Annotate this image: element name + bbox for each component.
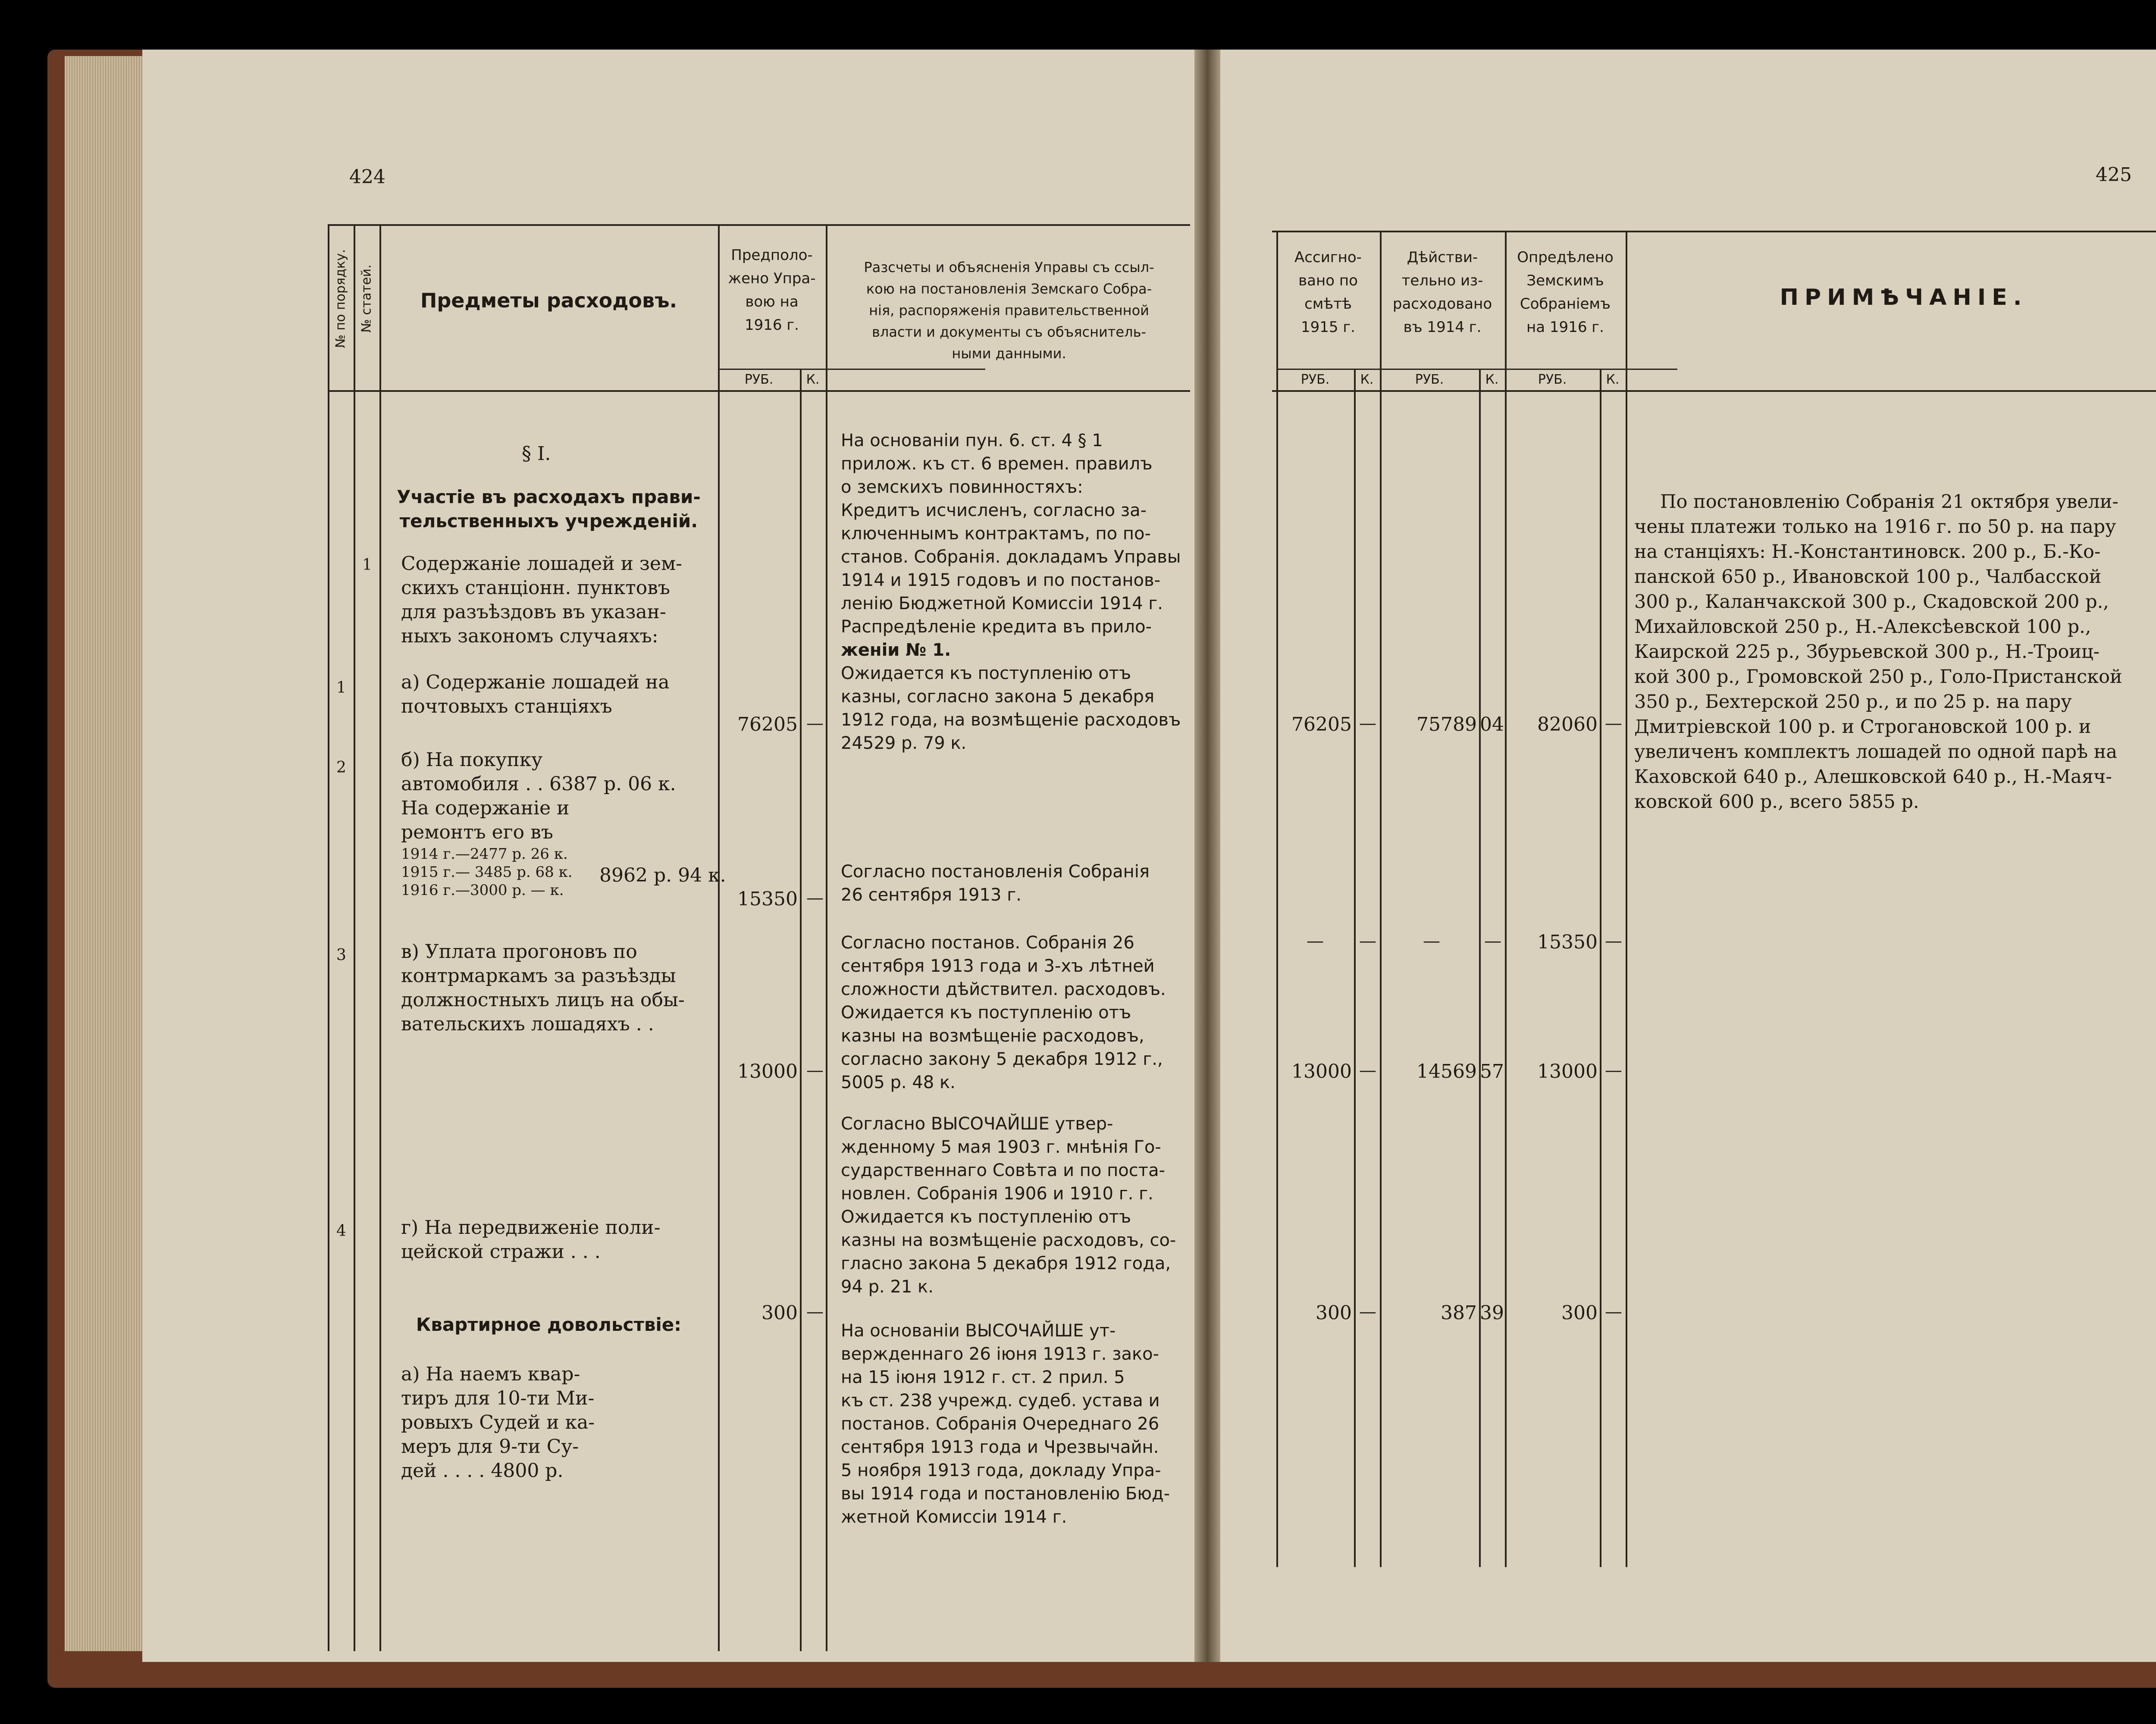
actual-kop-r1: 04 bbox=[1480, 713, 1504, 735]
kop-dash: — bbox=[1605, 713, 1622, 733]
article-number: 1 bbox=[362, 556, 372, 574]
row4-label: г) На передвиженіе поли- цейской стражи . . . bbox=[401, 1217, 661, 1263]
col-line bbox=[1354, 369, 1356, 1567]
assigned-r4: 300 bbox=[1316, 1302, 1352, 1324]
row2-breakdown: 1914 г.—2477 р. 26 к. 1915 г.— 3485 р. 68 к. 1916 г.—3000 р. — к. bbox=[401, 845, 573, 899]
row3-number: 3 bbox=[336, 946, 346, 964]
kop-dash: — bbox=[806, 888, 824, 908]
unit-kop: К. bbox=[1485, 372, 1499, 387]
explanation-1: На основаніи пун. 6. ст. 4 § 1 прилож. къ ст. 6 времен. правилъ о земскихъ повинностяхъ: Кредитъ исчисленъ, согласно за- ключеннымъ контрактамъ, по по- станов. Собранія. докладамъ Управы 1914 и 1915 годовъ и по постанов- ленію Бюджетной Комиссіи 1914 г. Распредѣленіе кредита въ прило- женіи № 1. Ожидается къ поступленію отъ казны, согласно закона 5 декабря 1912 года, на возмѣщеніе расходовъ 24529 р. 79 к. bbox=[841, 431, 1181, 753]
determined-r4: 300 bbox=[1561, 1302, 1598, 1324]
determined-r1: 82060 bbox=[1537, 713, 1598, 735]
actual-kop-r4: 39 bbox=[1480, 1302, 1504, 1324]
col-line bbox=[1276, 231, 1278, 1567]
proposed-r2: 15350 bbox=[737, 888, 798, 910]
header-bottom-rule bbox=[1272, 390, 2156, 392]
section-title: Участіе въ расходахъ прави- тельственныхъ учрежденій. bbox=[397, 486, 701, 532]
row2-total: 8962 р. 94 к. bbox=[599, 864, 726, 886]
header-order-number: № по порядку. bbox=[333, 249, 348, 348]
kop-dash: — bbox=[806, 713, 824, 733]
header-bottom-rule bbox=[328, 390, 1190, 392]
actual-r2-dash: — bbox=[1423, 931, 1440, 951]
unit-rub: РУБ. bbox=[1300, 372, 1330, 387]
kop-dash: — bbox=[1359, 713, 1376, 733]
header-items: Предметы расходовъ. bbox=[420, 289, 677, 312]
kop-dash: — bbox=[1484, 931, 1501, 951]
kop-dash: — bbox=[1605, 1061, 1622, 1080]
col-line bbox=[826, 224, 827, 1651]
actual-r3: 14569 bbox=[1416, 1061, 1477, 1083]
table-top-rule bbox=[1272, 231, 2156, 232]
unit-rub: РУБ. bbox=[744, 372, 774, 387]
kop-dash: — bbox=[1605, 931, 1622, 951]
note-text: По постановленію Собранія 21 октября увели- чены платежи только на 1916 г. по 50 р. на пару на станціяхъ: Н.-Константиновск. 200 р., Б.-Ко- панской 650 р., Ивановской 100 р., Чалбасской 300 р., Каланчакской 300 р., Скадовской 200 р., Михайловской 250 р., Н.-Алексѣевской 100 р., Каирской 225 р., Збурьевской 300 р., Н.-Троиц- кой 300 р., Громовской 250 р., Голо-Пристанской 350 р., Бехтерской 250 р., и по 25 р. на пару Дмитріевской 100 р. и Строгановской 100 р. и увеличенъ комплектъ лошадей по одной парѣ на Каховской 640 р., Алешковской 640 р., Н.-Маяч- ковской 600 р., всего 5855 р. bbox=[1634, 491, 2122, 813]
assigned-r1: 76205 bbox=[1291, 713, 1352, 735]
header-assigned: Ассигно- вано по смѣтѣ 1915 г. bbox=[1294, 249, 1362, 336]
left-page bbox=[142, 50, 1194, 1662]
col-line bbox=[1505, 231, 1507, 1567]
row2-label: б) На покупку автомобиля . . 6387 р. 06 к. На содержаніе и ремонтъ его въ bbox=[401, 749, 676, 843]
assigned-r3: 13000 bbox=[1291, 1061, 1352, 1083]
kop-dash: — bbox=[806, 1302, 824, 1322]
assigned-r2-dash: — bbox=[1307, 931, 1324, 951]
row2-number: 2 bbox=[336, 759, 346, 776]
section-number: § I. bbox=[522, 443, 551, 465]
item-intro: Содержаніе лошадей и зем- скихъ станціонн. пунктовъ для разъѣздовъ въ указан- ныхъ закономъ случаяхъ: bbox=[401, 553, 683, 647]
row3-label: в) Уплата прогоновъ по контрмаркамъ за разъѣзды должностныхъ лицъ на обы- вательскихъ лошадяхъ . . bbox=[401, 941, 685, 1035]
unit-rule bbox=[718, 369, 985, 370]
actual-r4: 387 bbox=[1441, 1302, 1477, 1324]
page-number-right: 425 bbox=[2096, 164, 2132, 186]
header-actual: Дѣйстви- тельно из- расходовано въ 1914 г. bbox=[1392, 249, 1492, 336]
col-line bbox=[1626, 231, 1627, 1567]
proposed-r3: 13000 bbox=[737, 1061, 798, 1083]
unit-kop: К. bbox=[1360, 372, 1374, 387]
kop-dash: — bbox=[1359, 931, 1376, 951]
unit-kop: К. bbox=[1606, 372, 1620, 387]
col-line bbox=[354, 224, 355, 1651]
row1-label: а) Содержаніе лошадей на почтовыхъ станціяхъ bbox=[401, 671, 670, 717]
row4-number: 4 bbox=[336, 1222, 346, 1240]
book-gutter bbox=[1194, 50, 1220, 1662]
right-page bbox=[1220, 50, 2156, 1662]
unit-rub: РУБ. bbox=[1415, 372, 1444, 387]
quarters-title: Квартирное довольствіе: bbox=[416, 1314, 682, 1335]
proposed-r1: 76205 bbox=[737, 713, 798, 735]
unit-kop: К. bbox=[806, 372, 820, 387]
header-calculations: Разсчеты и объясненія Управы съ ссыл- кою на постановленія Земскаго Собра- нія, распоряженія правительственной власти и документы съ объяснитель- ными данными. bbox=[864, 259, 1154, 362]
explanation-3: Согласно постанов. Собранія 26 сентября 1913 года и 3-хъ лѣтней сложности дѣйствител. расходовъ. Ожидается къ поступленію отъ казны на возмѣщеніе расходовъ, согласно закону 5 декабря 1912 г., 5005 р. 48 к. bbox=[841, 933, 1166, 1092]
kop-dash: — bbox=[1605, 1302, 1622, 1322]
col-line bbox=[800, 369, 802, 1651]
kop-dash: — bbox=[806, 1061, 824, 1080]
unit-rub: РУБ. bbox=[1538, 372, 1567, 387]
actual-r1: 75789 bbox=[1416, 713, 1477, 735]
kop-dash: — bbox=[1359, 1302, 1376, 1322]
header-note: ПРИМѢЧАНІЕ. bbox=[1780, 285, 2028, 310]
kop-dash: — bbox=[1359, 1061, 1376, 1080]
page-number-left: 424 bbox=[349, 166, 385, 188]
determined-r2: 15350 bbox=[1537, 931, 1598, 953]
table-top-rule bbox=[328, 224, 1190, 226]
col-line bbox=[328, 224, 329, 1651]
page-edges-left bbox=[65, 56, 151, 1651]
explanation-5: На основаніи ВЫСОЧАЙШЕ ут- вержденнаго 26 іюня 1913 г. зако- на 15 іюня 1912 г. ст. 2 прил. 5 къ ст. 238 учрежд. судеб. устава и постанов. Собранія Очереднаго 26 сентября 1913 года и Чрезвычайн. 5 ноября 1913 года, докладу Упра- вы 1914 года и постановленію Бюд- жетной Комиссіи 1914 г. bbox=[841, 1321, 1170, 1527]
header-determined: Опредѣлено Земскимъ Собраніемъ на 1916 г. bbox=[1517, 249, 1614, 336]
row5-label: а) На наемъ квар- тиръ для 10-ти Ми- ровыхъ Судей и ка- меръ для 9-ти Су- дей . . . . 4800 р. bbox=[401, 1363, 595, 1482]
explanation-4: Согласно ВЫСОЧАЙШЕ утвер- жденному 5 мая 1903 г. мнѣнія Го- сударственнаго Совѣта и по поста- новлен. Собранія 1906 и 1910 г. г. Ожидается къ поступленію отъ казны на возмѣщеніе расходовъ, со- гласно закона 5 декабря 1912 года, 94 р. 21 к. bbox=[841, 1114, 1176, 1297]
col-line bbox=[1600, 369, 1601, 1567]
explanation-2: Согласно постановленія Собранія 26 сентября 1913 г. bbox=[841, 862, 1150, 905]
actual-kop-r3: 57 bbox=[1480, 1061, 1504, 1083]
row1-number: 1 bbox=[336, 679, 346, 697]
header-proposed: Предполо- жено Упра- вою на 1916 г. bbox=[728, 247, 816, 334]
col-line bbox=[379, 224, 381, 1651]
col-line bbox=[1479, 369, 1481, 1567]
col-line bbox=[1380, 231, 1382, 1567]
header-article-number: № статей. bbox=[359, 264, 374, 333]
determined-r3: 13000 bbox=[1537, 1061, 1598, 1083]
proposed-r4: 300 bbox=[761, 1302, 798, 1324]
col-line bbox=[718, 224, 720, 1651]
unit-rule bbox=[1276, 369, 1677, 370]
